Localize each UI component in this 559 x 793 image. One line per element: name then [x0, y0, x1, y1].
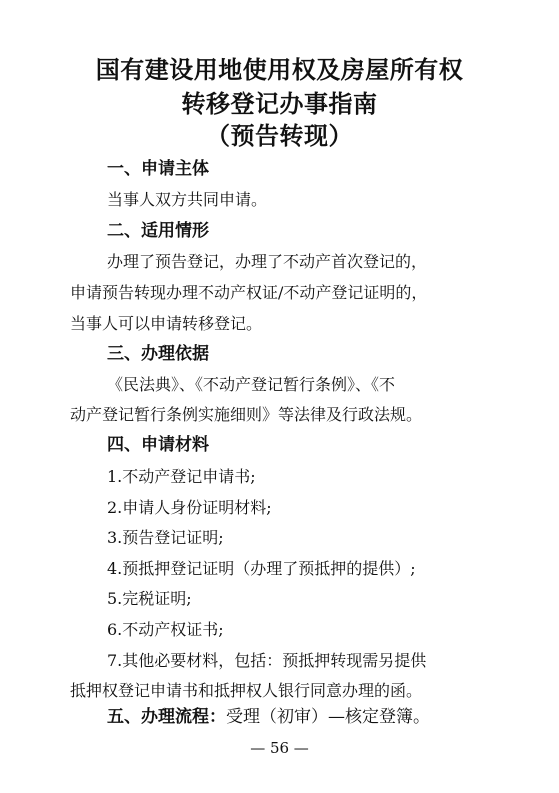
list-item: 1.不动产登记申请书; [107, 467, 256, 486]
section-text-line: 动产登记暂行条例实施细则》等法律及行政法规。 [70, 405, 423, 424]
section-heading-process: 五、办理流程： [107, 707, 226, 727]
list-item: 7.其他必要材料，包括：预抵押转现需另提供 [107, 651, 427, 670]
section-text-line: 办理了预告登记，办理了不动产首次登记的， [107, 252, 428, 271]
section-process [107, 706, 430, 728]
list-item: 4.预抵押登记证明（办理了预抵押的提供）; [107, 559, 416, 578]
section-heading-applicable-situation: 二、适用情形 [107, 221, 209, 241]
section-text-line: 当事人可以申请转移登记。 [70, 314, 263, 333]
section-heading-legal-basis: 三、办理依据 [107, 344, 209, 364]
section-heading-application-materials: 四、申请材料 [107, 435, 209, 455]
list-item: 2.申请人身份证明材料; [107, 498, 272, 517]
section-heading-applicant: 一、申请主体 [107, 159, 209, 179]
document-subtitle: （预告转现） [206, 122, 353, 150]
document-title-line-2: 转移登记办事指南 [181, 90, 378, 118]
list-item: 6.不动产权证书; [107, 620, 224, 639]
list-item: 3.预告登记证明; [107, 528, 224, 547]
section-text-line: 当事人双方共同申请。 [107, 190, 268, 209]
page-number: — 56 — [250, 739, 309, 757]
section-text-line: 申请预告转现办理不动产权证/不动产登记证明的， [70, 283, 428, 302]
process-text: 受理（初审）—核定登簿。 [226, 707, 430, 727]
document-title-line-1: 国有建设用地使用权及房屋所有权 [95, 56, 464, 84]
list-item: 抵押权登记申请书和抵押权人银行同意办理的函。 [70, 681, 423, 700]
list-item: 5.完税证明; [107, 589, 192, 608]
section-text-line: 《民法典》、《不动产登记暂行条例》、《不 [107, 375, 396, 394]
